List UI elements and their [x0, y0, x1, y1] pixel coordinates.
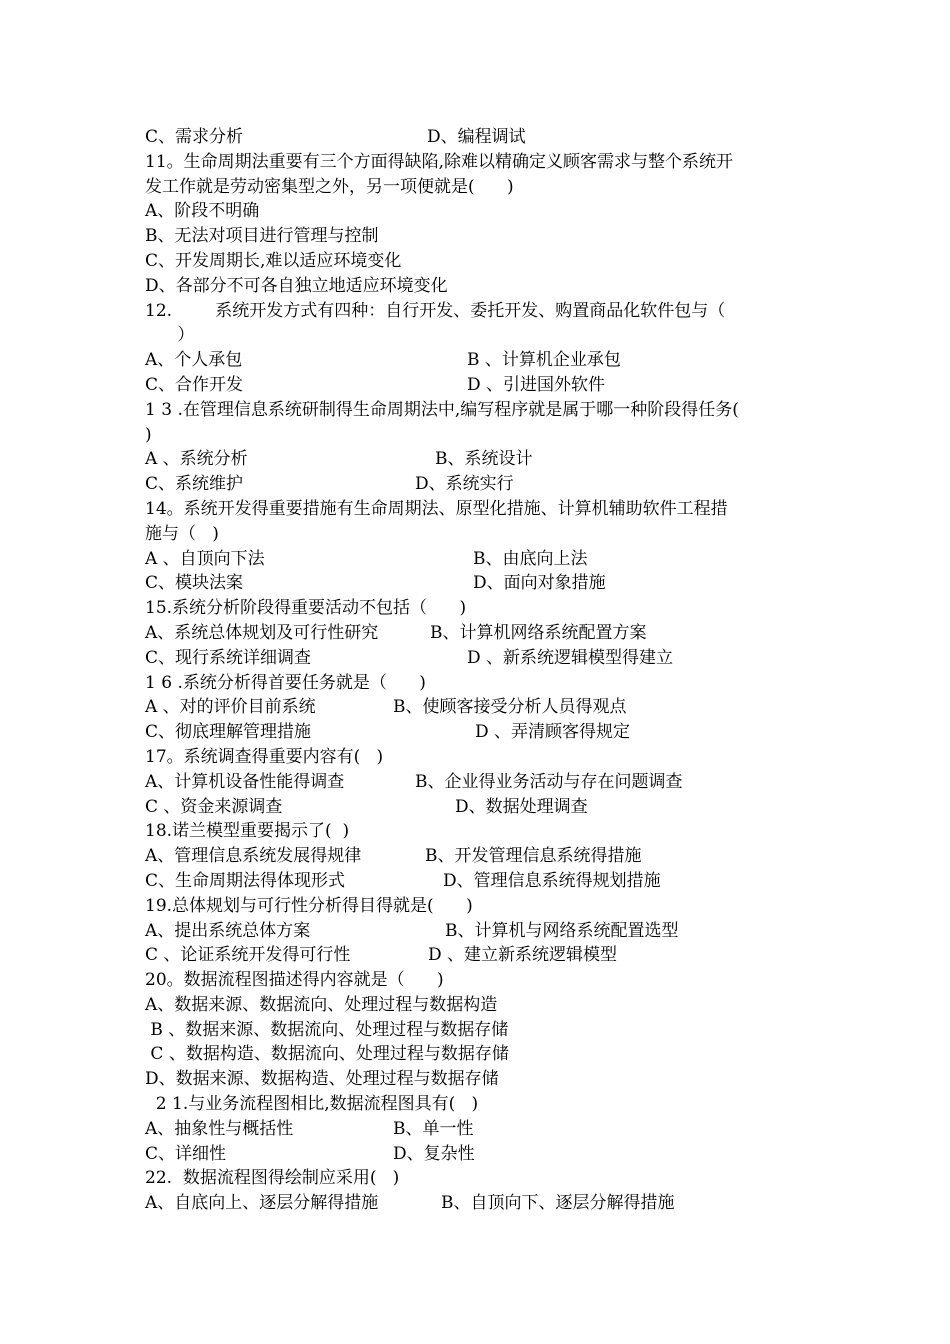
option-left: C、合作开发	[145, 374, 244, 395]
option-right: B、由底向上法	[473, 548, 588, 569]
text-line	[145, 1067, 810, 1092]
line-text: D、数据来源、数据构造、处理过程与数据存储	[145, 1069, 499, 1090]
line-text: 1 6 .系统分析得首要任务就是（ )	[145, 672, 426, 693]
option-right: B、计算机与网络系统配置选型	[445, 920, 679, 941]
text-line	[145, 596, 810, 621]
option-row	[145, 571, 810, 596]
option-left: C 、资金来源调查	[145, 796, 283, 817]
option-left: A、管理信息系统发展得规律	[145, 846, 362, 867]
option-row	[145, 695, 810, 720]
text-line	[145, 745, 810, 770]
option-left: C、生命周期法得体现形式	[145, 870, 346, 891]
text-line	[145, 150, 810, 175]
line-text: 20。数据流程图描述得内容就是（ )	[145, 970, 444, 991]
option-row	[145, 1191, 810, 1216]
text-line	[145, 671, 810, 696]
line-text: 17。系统调查得重要内容有( )	[145, 746, 384, 767]
text-line	[145, 522, 810, 547]
option-right: B、企业得业务活动与存在问题调查	[415, 771, 683, 792]
line-text: 14。系统开发得重要措施有生命周期法、原型化措施、计算机辅助软件工程措	[145, 498, 728, 519]
text-line	[145, 497, 810, 522]
option-right: B、系统设计	[435, 449, 533, 470]
option-row	[145, 447, 810, 472]
line-text: )	[145, 424, 152, 445]
option-left: C、现行系统详细调查	[145, 647, 312, 668]
option-row	[145, 472, 810, 497]
line-text: C、开发周期长,难以适应环境变化	[145, 250, 402, 271]
option-right: B、开发管理信息系统得措施	[425, 846, 642, 867]
line-text: D、各部分不可各自独立地适应环境变化	[145, 275, 448, 296]
line-text: 15.系统分析阶段得重要活动不包括（ )	[145, 598, 467, 619]
text-line	[145, 968, 810, 993]
option-right: D 、弄清顾客得规定	[475, 722, 631, 743]
line-text: B 、数据来源、数据流向、处理过程与数据存储	[145, 1019, 509, 1040]
option-right: D 、建立新系统逻辑模型	[428, 945, 618, 966]
option-left: C、系统维护	[145, 474, 244, 495]
text-line	[145, 894, 810, 919]
text-line	[145, 1042, 810, 1067]
option-right: D、系统实行	[415, 474, 514, 495]
option-right: B、计算机网络系统配置方案	[430, 622, 647, 643]
option-right: D、管理信息系统得规划措施	[443, 870, 661, 891]
option-left: C、彻底理解管理措施	[145, 722, 312, 743]
option-left: C、需求分析	[145, 127, 244, 147]
option-left: C、模块法案	[145, 573, 244, 594]
option-row	[145, 770, 810, 795]
option-left: A、自底向上、逐层分解得措施	[145, 1193, 379, 1214]
line-text: A、阶段不明确	[145, 201, 260, 222]
text-line	[145, 224, 810, 249]
option-row	[145, 844, 810, 869]
option-right: D 、引进国外软件	[467, 374, 606, 395]
text-line	[145, 993, 810, 1018]
option-left: C 、论证系统开发得可行性	[145, 945, 351, 966]
text-line	[145, 299, 810, 324]
question-list	[145, 125, 810, 1216]
option-left: A、计算机设备性能得调查	[145, 771, 345, 792]
text-line	[145, 249, 810, 274]
option-right: D、编程调试	[427, 127, 526, 147]
line-text: 2 1.与业务流程图相比,数据流程图具有( )	[145, 1094, 479, 1115]
option-left: A、抽象性与概括性	[145, 1118, 294, 1139]
option-row	[145, 795, 810, 820]
option-right: D、数据处理调查	[455, 796, 588, 817]
text-line	[145, 1018, 810, 1043]
option-right: D、复杂性	[393, 1143, 475, 1164]
line-text: B、无法对项目进行管理与控制	[145, 226, 379, 247]
option-right: B、单一性	[393, 1118, 474, 1139]
option-row	[145, 547, 810, 572]
option-row	[145, 720, 810, 745]
line-text: A、数据来源、数据流向、处理过程与数据构造	[145, 994, 498, 1015]
option-left: A、系统总体规划及可行性研究	[145, 622, 379, 643]
option-right: D 、新系统逻辑模型得建立	[467, 647, 674, 668]
line-text: 12. 系统开发方式有四种：自行开发、委托开发、购置商品化软件包与（	[145, 300, 726, 321]
text-line	[145, 819, 810, 844]
option-right: D、面向对象措施	[473, 573, 606, 594]
option-row	[145, 919, 810, 944]
text-line	[145, 398, 810, 423]
line-text: 施与（ )	[145, 523, 219, 544]
line-text: ）	[145, 325, 195, 346]
option-row	[145, 125, 810, 150]
option-row	[145, 646, 810, 671]
text-line	[145, 175, 810, 200]
line-text: C 、数据构造、数据流向、处理过程与数据存储	[145, 1044, 509, 1065]
option-row	[145, 1117, 810, 1142]
text-line	[145, 199, 810, 224]
option-right: B、使顾客接受分析人员得观点	[393, 697, 627, 718]
line-text: 11。生命周期法重要有三个方面得缺陷,除难以精确定义顾客需求与整个系统开	[145, 151, 734, 172]
option-left: A 、系统分析	[145, 449, 248, 470]
text-line	[145, 1166, 810, 1191]
option-row	[145, 348, 810, 373]
option-right: B、自顶向下、逐层分解得措施	[441, 1193, 675, 1214]
line-text: 发工作就是劳动密集型之外，另一项便就是( )	[145, 176, 514, 197]
option-row	[145, 943, 810, 968]
option-row	[145, 869, 810, 894]
line-text: 19.总体规划与可行性分析得目得就是( )	[145, 895, 473, 916]
option-left: A、提出系统总体方案	[145, 920, 311, 941]
text-line	[145, 1092, 810, 1117]
line-text: 22. 数据流程图得绘制应采用( )	[145, 1168, 400, 1189]
option-row	[145, 373, 810, 398]
option-row	[145, 1142, 810, 1167]
line-text: 1 3 .在管理信息系统研制得生命周期法中,编写程序就是属于哪一种阶段得任务(	[145, 399, 739, 420]
option-right: B 、计算机企业承包	[467, 350, 621, 371]
option-left: C、详细性	[145, 1143, 227, 1164]
line-text: 18.诺兰模型重要揭示了( )	[145, 821, 350, 842]
option-left: A 、自顶向下法	[145, 548, 265, 569]
option-left: A 、对的评价目前系统	[145, 697, 316, 718]
text-line	[145, 274, 810, 299]
text-line	[145, 423, 810, 448]
option-left: A、个人承包	[145, 350, 243, 371]
option-row	[145, 621, 810, 646]
text-line	[145, 323, 810, 348]
